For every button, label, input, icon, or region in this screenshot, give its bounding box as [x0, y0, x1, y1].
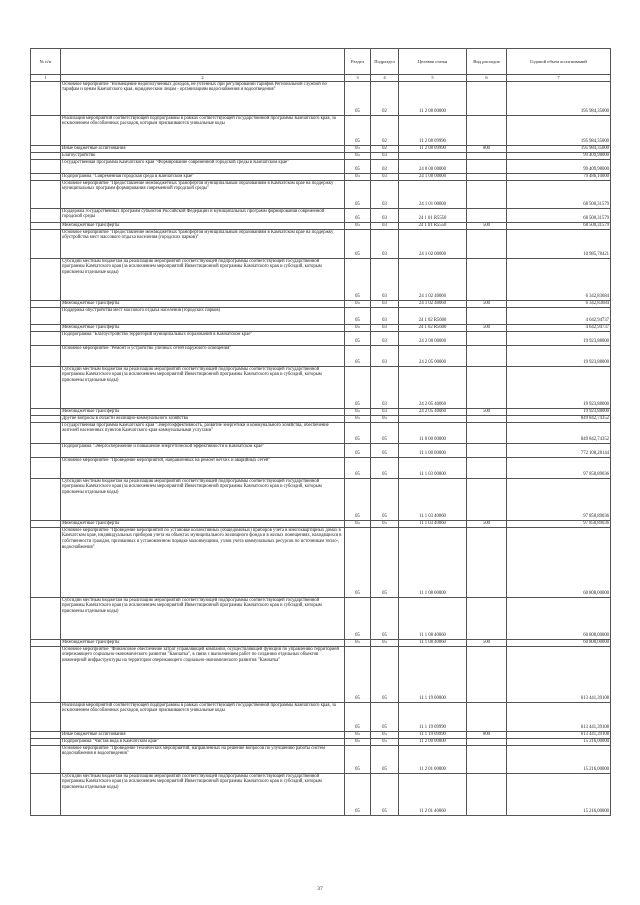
- row-podrazdel-cell: 03: [371, 408, 399, 415]
- table-row: [31, 702, 611, 731]
- row-vr-cell: [467, 745, 507, 773]
- row-num-cell: [31, 646, 61, 702]
- row-vr-cell: [467, 443, 507, 457]
- row-cs-cell: 11 2 00 00000: [399, 738, 467, 745]
- row-podrazdel-cell: 03: [371, 258, 399, 300]
- row-cs-cell: 24 2 05 40060: [399, 366, 467, 408]
- row-podrazdel-cell: 05: [371, 597, 399, 639]
- row-sum-cell: 60 808,00000: [507, 527, 611, 597]
- table-row: [31, 180, 611, 208]
- row-num-cell: [31, 408, 61, 415]
- row-podrazdel-cell: 05: [371, 773, 399, 815]
- row-sum-cell: 60 808,00000: [507, 597, 611, 639]
- row-sum-cell: 6 342,83684: [507, 300, 611, 307]
- row-razdel-cell: 05: [345, 639, 371, 646]
- col-sum-header: Годовой объем ассигнований: [507, 49, 611, 75]
- table-row: [31, 527, 611, 597]
- row-podrazdel-cell: 03: [371, 152, 399, 159]
- row-razdel-cell: 05: [345, 345, 371, 366]
- row-razdel-cell: 05: [345, 152, 371, 159]
- row-cs-cell: 11 1 19 00000: [399, 646, 467, 702]
- row-cs-cell: 11 1 19 09990: [399, 731, 467, 738]
- col-number: 2: [61, 75, 345, 82]
- row-razdel-cell: 05: [345, 415, 371, 422]
- row-podrazdel-cell: 03: [371, 331, 399, 345]
- row-razdel-cell: 05: [345, 457, 371, 478]
- row-name-cell: Основное мероприятие "Финансовое обеспечение затрат управляющей компании, осуществляющей функции по управлению территорией опережающего социально-экономического развития "Камчатка", в связи с выполнением работ по созданию отдельных объектов инженерной инфраструктуры на территории опережающего социально-экономического развития "Камчатка": [61, 646, 345, 702]
- row-name-cell: Основное мероприятие "Возмещение недополученных доходов, не учтенных при регулировании тарифов Региональной службой по тарифам и ценам Камчатского края, юридическим лицам - организациям водоснабжения и водоотведения": [61, 81, 345, 115]
- row-num-cell: [31, 443, 61, 457]
- row-name-cell: Основное мероприятие "Проведение мероприятий по установке коллективных (общедомовых) приборов учета в многоквартирных домах в Камчатском крае, индивидуальных приборов учета на объектах муниципального жилищного фонда и в жилых помещениях, находящихся в собственности граждан, признанных в установленном порядке малоимущими, узлов учета коммунальных ресурсов по источникам тепло-, водоснабжения": [61, 527, 345, 597]
- col-podrazdel-header: Подраздел: [371, 49, 399, 75]
- row-num-cell: [31, 307, 61, 324]
- row-num-cell: [31, 773, 61, 815]
- row-podrazdel-cell: 03: [371, 180, 399, 208]
- row-vr-cell: 800: [467, 731, 507, 738]
- row-razdel-cell: 05: [345, 324, 371, 331]
- col-vr-header: Вид расходов: [467, 49, 507, 75]
- row-name-cell: Основное мероприятие "Предоставление межбюджетных трансфертов муниципальным образованиям в Камчатском крае на поддержку обустройства мест массового отдыха населения (городских парков)": [61, 229, 345, 258]
- row-sum-cell: 4 642,94737: [507, 324, 611, 331]
- table-row: [31, 115, 611, 145]
- row-vr-cell: 500: [467, 324, 507, 331]
- row-podrazdel-cell: 03: [371, 300, 399, 307]
- col-number: 1: [31, 75, 61, 82]
- header-row: [31, 49, 611, 75]
- row-name-cell: Другие вопросы в области жилищно-коммунального хозяйства: [61, 415, 345, 422]
- row-podrazdel-cell: 03: [371, 159, 399, 173]
- row-sum-cell: 68 500,31579: [507, 180, 611, 208]
- row-cs-cell: 11 2 01 00000: [399, 745, 467, 773]
- row-cs-cell: 24 1 01 R5550: [399, 208, 467, 222]
- table-row: [31, 345, 611, 366]
- row-name-cell: Основное мероприятие "Проведение мероприятий, направленных на ремонт ветхих и аварийных сетей": [61, 457, 345, 478]
- row-name-cell: Субсидии местным бюджетам на реализацию мероприятий соответствующей подпрограммы соответствующей государственной программы Камчатского края (за исключением мероприятий Инвестиционной программы Камчатского края и субсидий, которым присвоены отдельные коды): [61, 366, 345, 408]
- row-cs-cell: 11 1 03 40060: [399, 520, 467, 527]
- row-name-cell: Реализация мероприятий соответствующей подпрограммы в рамках соответствующей государственной программы Камчатского края, за исключением обособленных расходов, которым присваиваются уникальные коды: [61, 702, 345, 731]
- row-cs-cell: 24 1 02 40060: [399, 258, 467, 300]
- row-name-cell: Основное мероприятие "Предоставление межбюджетных трансфертов муниципальным образованиям в Камчатском крае на поддержку муниципальных программ формирования современной городской среды": [61, 180, 345, 208]
- row-razdel-cell: 05: [345, 258, 371, 300]
- row-razdel-cell: 05: [345, 208, 371, 222]
- col-number: 7: [507, 75, 611, 82]
- row-razdel-cell: 05: [345, 366, 371, 408]
- row-sum-cell: 195 984,35000: [507, 145, 611, 152]
- row-razdel-cell: 05: [345, 180, 371, 208]
- row-sum-cell: 97 858,89036: [507, 520, 611, 527]
- row-vr-cell: 500: [467, 639, 507, 646]
- col-name-header: [61, 49, 345, 75]
- row-cs-cell: 11 1 19 09990: [399, 702, 467, 731]
- row-num-cell: [31, 520, 61, 527]
- row-num-cell: [31, 597, 61, 639]
- table-row: [31, 173, 611, 180]
- row-name-cell: Поддержка государственных программ субъектов Российской Федерации и муниципальных программ формирования современной городской среды: [61, 208, 345, 222]
- row-num-cell: [31, 324, 61, 331]
- row-num-cell: [31, 300, 61, 307]
- table-row: [31, 159, 611, 173]
- row-sum-cell: 19 923,88000: [507, 408, 611, 415]
- table-row: [31, 457, 611, 478]
- row-sum-cell: 19 923,88000: [507, 366, 611, 408]
- row-name-cell: Межбюджетные трансферты: [61, 408, 345, 415]
- row-sum-cell: 68 500,31579: [507, 222, 611, 229]
- row-cs-cell: 24 0 00 00000: [399, 159, 467, 173]
- table-row: [31, 324, 611, 331]
- table-row: [31, 145, 611, 152]
- table-row: [31, 300, 611, 307]
- row-razdel-cell: 05: [345, 222, 371, 229]
- table-row: [31, 738, 611, 745]
- row-num-cell: [31, 457, 61, 478]
- row-cs-cell: 24 2 00 00000: [399, 331, 467, 345]
- row-podrazdel-cell: 05: [371, 415, 399, 422]
- row-cs-cell: 24 1 00 00000: [399, 173, 467, 180]
- row-vr-cell: [467, 180, 507, 208]
- row-num-cell: [31, 478, 61, 520]
- row-vr-cell: [467, 81, 507, 115]
- table-row: [31, 646, 611, 702]
- row-podrazdel-cell: 03: [371, 208, 399, 222]
- row-razdel-cell: 05: [345, 527, 371, 597]
- row-vr-cell: [467, 415, 507, 422]
- row-num-cell: [31, 415, 61, 422]
- row-name-cell: Межбюджетные трансферты: [61, 520, 345, 527]
- row-sum-cell: 4 642,94737: [507, 307, 611, 324]
- row-name-cell: Подпрограмма "Современная городская среда в Камчатском крае": [61, 173, 345, 180]
- row-podrazdel-cell: 05: [371, 457, 399, 478]
- table-row: [31, 222, 611, 229]
- row-sum-cell: 10 985,78421: [507, 229, 611, 258]
- table-row: [31, 773, 611, 815]
- row-razdel-cell: 05: [345, 773, 371, 815]
- col-number: 5: [399, 75, 467, 82]
- row-razdel-cell: 05: [345, 173, 371, 180]
- col-number: 6: [467, 75, 507, 82]
- budget-table: [30, 48, 611, 816]
- row-name-cell: Иные бюджетные ассигнования: [61, 731, 345, 738]
- row-vr-cell: [467, 422, 507, 443]
- row-podrazdel-cell: 05: [371, 443, 399, 457]
- row-cs-cell: 24 1 02 R5600: [399, 307, 467, 324]
- row-razdel-cell: 05: [345, 229, 371, 258]
- row-sum-cell: 15 216,00000: [507, 738, 611, 745]
- row-vr-cell: [467, 646, 507, 702]
- row-name-cell: Субсидии местным бюджетам на реализацию мероприятий соответствующей подпрограммы соответствующей государственной программы Камчатского края (за исключением мероприятий Инвестиционной программы Камчатского края и субсидий, которым присвоены отдельные коды): [61, 478, 345, 520]
- row-num-cell: [31, 422, 61, 443]
- row-sum-cell: 97 858,89036: [507, 457, 611, 478]
- row-cs-cell: 11 1 08 00000: [399, 527, 467, 597]
- row-podrazdel-cell: 03: [371, 324, 399, 331]
- row-podrazdel-cell: 03: [371, 307, 399, 324]
- row-name-cell: Межбюджетные трансферты: [61, 222, 345, 229]
- row-sum-cell: 99 409,98000: [507, 159, 611, 173]
- row-podrazdel-cell: 03: [371, 222, 399, 229]
- row-cs-cell: 24 1 01 R5550: [399, 222, 467, 229]
- row-name-cell: Межбюджетные трансферты: [61, 300, 345, 307]
- table-row: [31, 745, 611, 773]
- table-row: [31, 408, 611, 415]
- row-num-cell: [31, 345, 61, 366]
- row-sum-cell: 772 108,28144: [507, 443, 611, 457]
- row-podrazdel-cell: 05: [371, 520, 399, 527]
- row-cs-cell: 24 1 02 00000: [399, 229, 467, 258]
- row-name-cell: Субсидии местным бюджетам на реализацию мероприятий соответствующей подпрограммы соответствующей государственной программы Камчатского края (за исключением мероприятий Инвестиционной программы Камчатского края и субсидий, которым присвоены отдельные коды): [61, 773, 345, 815]
- table-row: [31, 731, 611, 738]
- row-vr-cell: 500: [467, 222, 507, 229]
- table-row: [31, 478, 611, 520]
- row-podrazdel-cell: 05: [371, 422, 399, 443]
- col-cs-header: Целевая статья: [399, 49, 467, 75]
- row-cs-cell: 11 1 08 40060: [399, 597, 467, 639]
- row-podrazdel-cell: 05: [371, 527, 399, 597]
- row-vr-cell: [467, 366, 507, 408]
- row-razdel-cell: 05: [345, 702, 371, 731]
- row-name-cell: Реализация мероприятий соответствующей подпрограммы в рамках соответствующей государственной программы Камчатского края, за исключением обособленных расходов, которым присваиваются уникальные коды: [61, 115, 345, 145]
- row-name-cell: Основное мероприятие "Ремонт и устройство уличных сетей наружного освещения": [61, 345, 345, 366]
- row-cs-cell: 24 1 01 00000: [399, 180, 467, 208]
- row-sum-cell: 79 486,10000: [507, 173, 611, 180]
- row-cs-cell: 24 2 05 40060: [399, 408, 467, 415]
- row-name-cell: Иные бюджетные ассигнования: [61, 145, 345, 152]
- col-razdel-header: Раздел: [345, 49, 371, 75]
- row-num-cell: [31, 159, 61, 173]
- row-razdel-cell: 05: [345, 745, 371, 773]
- row-num-cell: [31, 527, 61, 597]
- row-sum-cell: 6 342,83684: [507, 258, 611, 300]
- row-vr-cell: [467, 173, 507, 180]
- row-razdel-cell: 05: [345, 443, 371, 457]
- row-name-cell: Государственная программа Камчатского края "Энергоэффективность, развитие энергетики и коммунального хозяйства, обеспечение жителей населенных пунктов Камчатского края коммунальными услугами": [61, 422, 345, 443]
- row-razdel-cell: 05: [345, 307, 371, 324]
- row-podrazdel-cell: 05: [371, 738, 399, 745]
- row-sum-cell: 849 842,74352: [507, 415, 611, 422]
- row-sum-cell: 195 984,35000: [507, 115, 611, 145]
- row-razdel-cell: 05: [345, 159, 371, 173]
- table-row: [31, 331, 611, 345]
- row-sum-cell: 60 808,00000: [507, 639, 611, 646]
- row-vr-cell: [467, 527, 507, 597]
- row-vr-cell: [467, 159, 507, 173]
- row-podrazdel-cell: 05: [371, 745, 399, 773]
- row-name-cell: Подпрограмма "Энергосбережение и повышение энергетической эффективности в Камчатском крае": [61, 443, 345, 457]
- col-num-header: № п/п: [31, 49, 61, 75]
- page-number: 37: [317, 886, 323, 892]
- row-cs-cell: 11 1 03 40060: [399, 478, 467, 520]
- row-num-cell: [31, 331, 61, 345]
- row-num-cell: [31, 115, 61, 145]
- row-name-cell: Подпрограмма "Чистая вода в Камчатском крае": [61, 738, 345, 745]
- row-name-cell: Субсидии местным бюджетам на реализацию мероприятий соответствующей подпрограммы соответствующей государственной программы Камчатского края (за исключением мероприятий Инвестиционной программы Камчатского края и субсидий, которым присвоены отдельные коды): [61, 258, 345, 300]
- row-vr-cell: [467, 229, 507, 258]
- row-podrazdel-cell: 03: [371, 229, 399, 258]
- row-cs-cell: 11 2 08 09990: [399, 115, 467, 145]
- row-vr-cell: [467, 457, 507, 478]
- row-sum-cell: 19 923,88000: [507, 331, 611, 345]
- row-sum-cell: 849 842,74352: [507, 422, 611, 443]
- row-vr-cell: [467, 208, 507, 222]
- row-cs-cell: 11 1 03 00000: [399, 457, 467, 478]
- row-num-cell: [31, 208, 61, 222]
- row-cs-cell: 11 1 00 00000: [399, 443, 467, 457]
- row-sum-cell: 613 441,39108: [507, 646, 611, 702]
- row-num-cell: [31, 222, 61, 229]
- row-name-cell: Основное мероприятие "Проведение технических мероприятий, направленных на решение вопросов по улучшению работы систем водоснабжения и водоотведения": [61, 745, 345, 773]
- row-razdel-cell: 05: [345, 145, 371, 152]
- table-row: [31, 366, 611, 408]
- row-cs-cell: 11 2 08 09990: [399, 145, 467, 152]
- row-num-cell: [31, 702, 61, 731]
- row-num-cell: [31, 180, 61, 208]
- row-vr-cell: [467, 738, 507, 745]
- col-number: 4: [371, 75, 399, 82]
- row-podrazdel-cell: 05: [371, 702, 399, 731]
- row-sum-cell: 99 409,98000: [507, 152, 611, 159]
- table-row: [31, 229, 611, 258]
- row-podrazdel-cell: 03: [371, 366, 399, 408]
- table-row: [31, 81, 611, 115]
- row-vr-cell: [467, 597, 507, 639]
- row-num-cell: [31, 366, 61, 408]
- row-vr-cell: [467, 345, 507, 366]
- row-name-cell: Государственная программа Камчатского края "Формирование современной городской среды в Камчатском крае": [61, 159, 345, 173]
- row-podrazdel-cell: 02: [371, 81, 399, 115]
- row-sum-cell: 613 441,39108: [507, 731, 611, 738]
- row-sum-cell: 195 984,35000: [507, 81, 611, 115]
- table-row: [31, 422, 611, 443]
- row-vr-cell: [467, 478, 507, 520]
- row-num-cell: [31, 173, 61, 180]
- row-cs-cell: 11 0 00 00000: [399, 422, 467, 443]
- row-vr-cell: 800: [467, 145, 507, 152]
- row-name-cell: Поддержка обустройства мест массового отдыха населения (городских парков): [61, 307, 345, 324]
- row-num-cell: [31, 81, 61, 115]
- row-cs-cell: 24 2 05 00000: [399, 345, 467, 366]
- row-vr-cell: [467, 258, 507, 300]
- row-razdel-cell: 05: [345, 520, 371, 527]
- table-body: [31, 81, 611, 815]
- row-razdel-cell: 05: [345, 478, 371, 520]
- row-sum-cell: 19 923,88000: [507, 345, 611, 366]
- row-cs-cell: 11 2 08 00000: [399, 81, 467, 115]
- row-razdel-cell: 05: [345, 115, 371, 145]
- row-cs-cell: [399, 152, 467, 159]
- col-number: 3: [345, 75, 371, 82]
- row-num-cell: [31, 639, 61, 646]
- table-row: [31, 258, 611, 300]
- table-row: [31, 520, 611, 527]
- row-podrazdel-cell: 03: [371, 345, 399, 366]
- row-name-cell: Межбюджетные трансферты: [61, 639, 345, 646]
- row-podrazdel-cell: 05: [371, 639, 399, 646]
- row-vr-cell: 500: [467, 300, 507, 307]
- row-num-cell: [31, 258, 61, 300]
- row-cs-cell: 24 1 02 40060: [399, 300, 467, 307]
- row-num-cell: [31, 731, 61, 738]
- row-vr-cell: [467, 307, 507, 324]
- row-name-cell: Подпрограмма "Благоустройство территорий муниципальных образований в Камчатском крае": [61, 331, 345, 345]
- row-sum-cell: 613 441,39108: [507, 702, 611, 731]
- row-sum-cell: 68 500,31579: [507, 208, 611, 222]
- row-name-cell: Благоустройство: [61, 152, 345, 159]
- row-name-cell: Субсидии местным бюджетам на реализацию мероприятий соответствующей подпрограммы соответствующей государственной программы Камчатского края (за исключением мероприятий Инвестиционной программы Камчатского края и субсидий, которым присвоены отдельные коды): [61, 597, 345, 639]
- row-num-cell: [31, 738, 61, 745]
- row-podrazdel-cell: 05: [371, 478, 399, 520]
- row-podrazdel-cell: 02: [371, 145, 399, 152]
- row-razdel-cell: 05: [345, 408, 371, 415]
- row-vr-cell: 500: [467, 408, 507, 415]
- row-cs-cell: 11 1 08 40060: [399, 639, 467, 646]
- row-num-cell: [31, 145, 61, 152]
- row-num-cell: [31, 152, 61, 159]
- row-sum-cell: 97 858,89036: [507, 478, 611, 520]
- table-row: [31, 597, 611, 639]
- row-cs-cell: [399, 415, 467, 422]
- row-razdel-cell: 05: [345, 597, 371, 639]
- row-num-cell: [31, 745, 61, 773]
- row-razdel-cell: 05: [345, 738, 371, 745]
- row-podrazdel-cell: 05: [371, 646, 399, 702]
- row-vr-cell: 500: [467, 520, 507, 527]
- row-razdel-cell: 05: [345, 646, 371, 702]
- row-vr-cell: [467, 152, 507, 159]
- row-podrazdel-cell: 03: [371, 173, 399, 180]
- table-row: [31, 415, 611, 422]
- row-razdel-cell: 05: [345, 331, 371, 345]
- row-vr-cell: [467, 773, 507, 815]
- row-razdel-cell: 05: [345, 422, 371, 443]
- row-razdel-cell: 05: [345, 81, 371, 115]
- row-vr-cell: [467, 115, 507, 145]
- row-sum-cell: 15 216,00000: [507, 745, 611, 773]
- row-cs-cell: 11 2 01 40060: [399, 773, 467, 815]
- row-name-cell: Межбюджетные трансферты: [61, 324, 345, 331]
- table-row: [31, 307, 611, 324]
- table-row: [31, 639, 611, 646]
- row-cs-cell: 24 1 02 R5600: [399, 324, 467, 331]
- row-razdel-cell: 05: [345, 731, 371, 738]
- table-row: [31, 208, 611, 222]
- row-vr-cell: [467, 331, 507, 345]
- row-vr-cell: [467, 702, 507, 731]
- row-razdel-cell: 05: [345, 300, 371, 307]
- row-podrazdel-cell: 02: [371, 115, 399, 145]
- table-row: [31, 152, 611, 159]
- row-sum-cell: 15 216,00000: [507, 773, 611, 815]
- row-podrazdel-cell: 05: [371, 731, 399, 738]
- table-row: [31, 443, 611, 457]
- row-num-cell: [31, 229, 61, 258]
